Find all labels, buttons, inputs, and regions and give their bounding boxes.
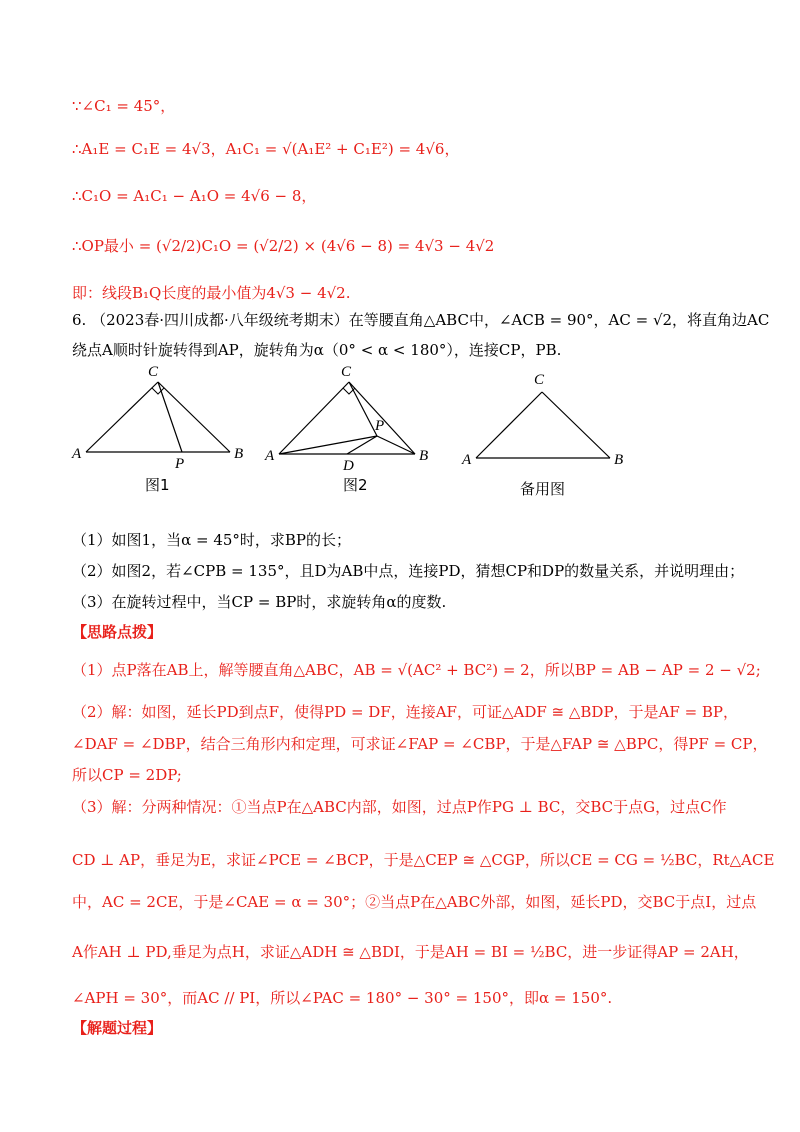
question-2: （2）如图2，若∠CPB = 135°，且D为AB中点，连接PD，猜想CP和DP的数量关系，并说明理由； — [72, 562, 745, 580]
fig2-label-c: C — [341, 364, 352, 380]
fig1-label-a: A — [72, 446, 82, 462]
solution-conclusion: 即：线段B₁Q长度的最小值为4√3 − 4√2. — [72, 284, 351, 302]
figure-1 — [70, 364, 250, 474]
fig3-side-ac — [476, 392, 542, 458]
figure-3-svg — [460, 364, 640, 474]
hint-2-line-3: 所以CP = 2DP; — [72, 766, 182, 784]
figure-1-svg — [70, 364, 250, 474]
question-1: （1）如图1，当α = 45°时，求BP的长； — [72, 531, 352, 549]
fig2-label-a: A — [265, 448, 275, 464]
fig1-segment-cp — [158, 382, 182, 452]
hint-3-line-1: （3）解：分两种情况：①当点P在△ABC内部，如图，过点P作PG ⊥ BC，交BC于点G，过点C作 — [72, 798, 727, 816]
figure-1-caption: 图1 — [145, 476, 170, 494]
figure-2-caption: 图2 — [343, 476, 368, 494]
fig1-side-cb — [158, 382, 230, 452]
fig1-label-b: B — [234, 446, 244, 462]
fig1-label-p: P — [175, 456, 185, 472]
solution-line-4: ∴OP最小 = (√2/2)C₁O = (√2/2) × (4√6 − 8) = 4√3 − 4√2 — [72, 237, 495, 255]
hint-2-line-2: ∠DAF = ∠DBP，结合三角形内和定理，可求证∠FAP = ∠CBP，于是△FAP ≅ △BPC，得PF = CP， — [72, 735, 768, 753]
figure-2 — [265, 364, 445, 474]
figure-2-svg — [265, 364, 445, 474]
problem-line-2: 绕点A顺时针旋转得到AP，旋转角为α（0° < α < 180°），连接CP，PB. — [72, 341, 562, 359]
fig3-label-b: B — [614, 452, 624, 468]
fig3-label-c: C — [534, 372, 545, 388]
hint-3-line-5: ∠APH = 30°，而AC // PI，所以∠PAC = 180° − 30° = 150°，即α = 150°. — [72, 989, 613, 1007]
fig2-label-b: B — [419, 448, 429, 464]
solution-line-3: ∴C₁O = A₁C₁ − A₁O = 4√6 − 8， — [72, 187, 317, 205]
hint-3-line-3: 中，AC = 2CE，于是∠CAE = α = 30°；②当点P在△ABC外部，如图，延长PD，交BC于点I，过点 — [72, 893, 757, 911]
fig2-label-p: P — [375, 418, 385, 434]
figure-3 — [460, 364, 640, 474]
fig2-label-d: D — [343, 458, 354, 474]
hint-3-line-2: CD ⊥ AP，垂足为E，求证∠PCE = ∠BCP，于是△CEP ≅ △CGP，所以CE = CG = ½BC，Rt△ACE — [72, 851, 775, 869]
solution-line-2: ∴A₁E = C₁E = 4√3，A₁C₁ = √(A₁E² + C₁E²) = 4√6， — [72, 140, 460, 158]
hint-1: （1）点P落在AB上，解等腰直角△ABC，AB = √(AC² + BC²) = 2，所以BP = AB − AP = 2 − √2; — [72, 661, 761, 679]
hint-3-line-4: A作AH ⊥ PD,垂足为点H，求证△ADH ≅ △BDI，于是AH = BI = ½BC，进一步证得AP = 2AH， — [72, 943, 749, 961]
fig3-label-a: A — [462, 452, 472, 468]
figure-3-caption: 备用图 — [520, 480, 566, 498]
fig1-label-c: C — [148, 364, 159, 380]
solution-line-1: ∵∠C₁ = 45°， — [72, 97, 176, 115]
fig2-segment-pb — [377, 436, 415, 454]
question-3: （3）在旋转过程中，当CP = BP时，求旋转角α的度数. — [72, 593, 447, 611]
hint-2-line-1: （2）解：如图，延长PD到点F，使得PD = DF，连接AF，可证△ADF ≅ △BDP，于是AF = BP， — [72, 703, 739, 721]
fig1-side-ac — [86, 382, 158, 452]
process-heading: 【解题过程】 — [72, 1019, 163, 1037]
problem-line-1: 6. （2023春·四川成都·八年级统考期末）在等腰直角△ABC中，∠ACB = 90°，AC = √2，将直角边AC — [72, 311, 770, 329]
fig3-side-cb — [542, 392, 610, 458]
hints-heading: 【思路点拨】 — [72, 623, 163, 641]
